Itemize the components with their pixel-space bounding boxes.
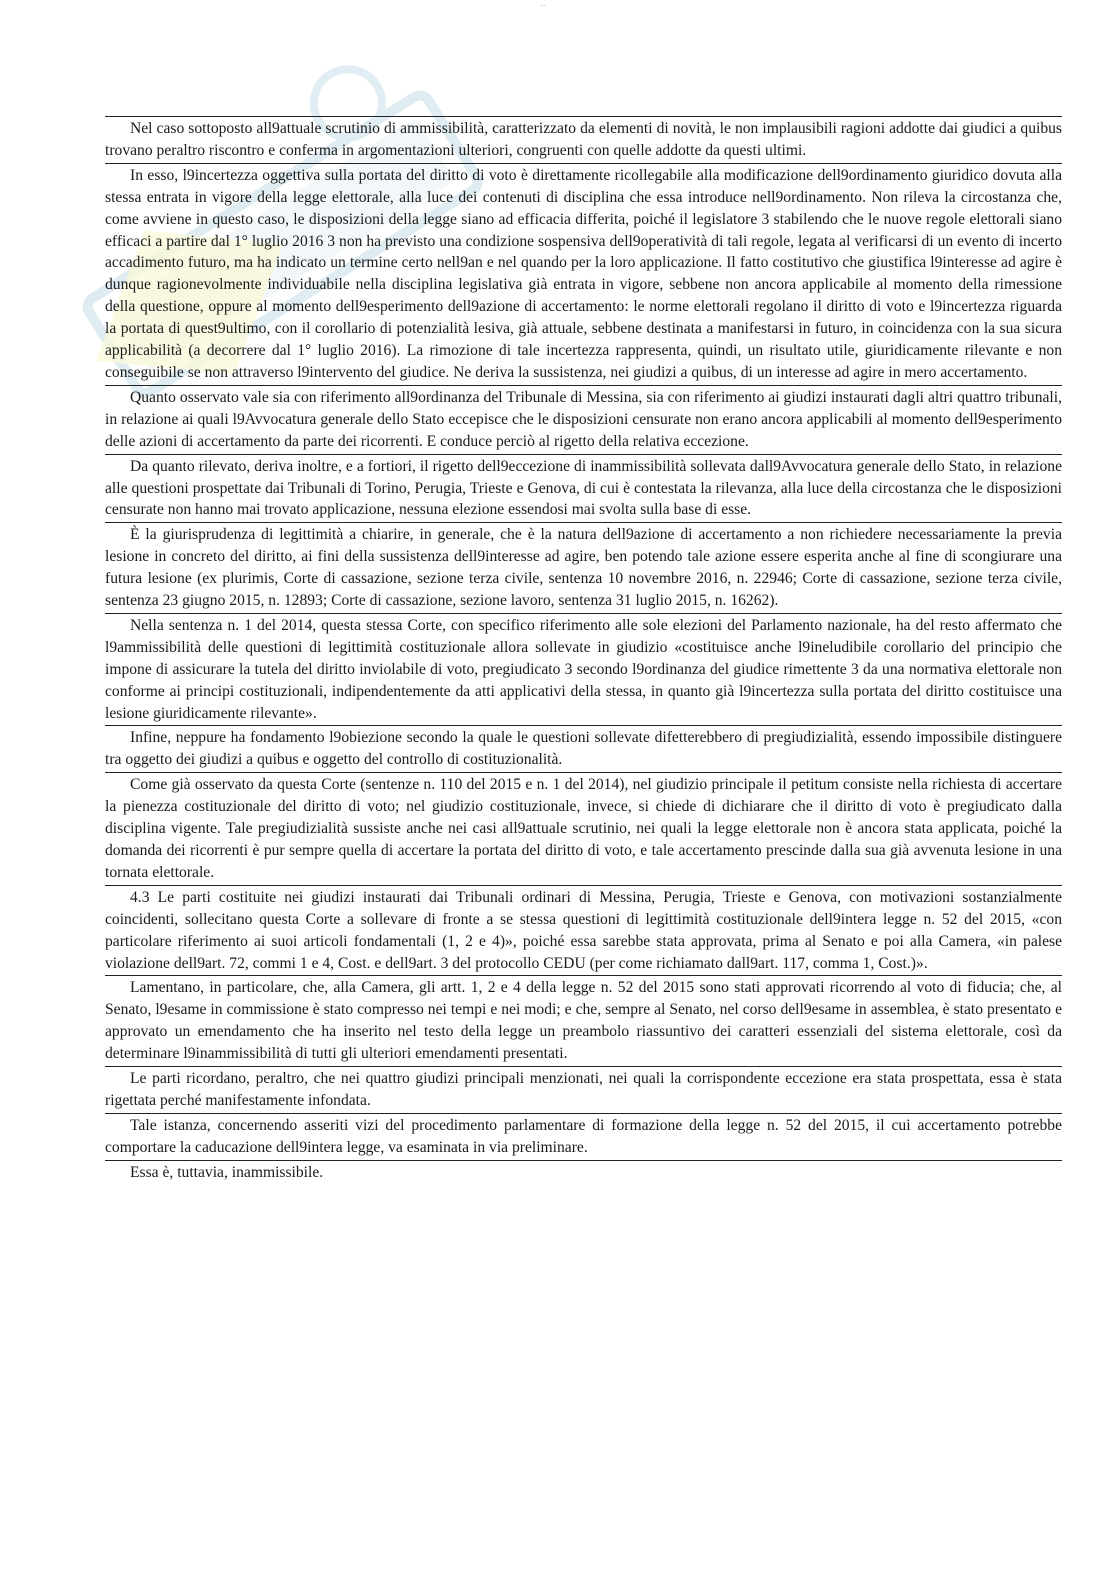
document-body — [105, 116, 1062, 1185]
paragraph: Le parti ricordano, peraltro, che nei quattro giudizi principali menzionati, nei quali la corrispondente eccezione era stata prospettata, essa è stata rigettata perché manifestamente infondata. — [105, 1066, 1062, 1113]
paragraph: Nella sentenza n. 1 del 2014, questa stessa Corte, con specifico riferimento alle sole elezioni del Parlamento nazionale, ha del resto affermato che l9ammissibilità delle questioni di legittimità costituzionale allora sollevate in giudizio «costituisce anche l9ineludibile corollario del principio che impone di assicurare la tutela del diritto inviolabile di voto, pregiudicato 3 secondo l9ordinanza del giudice rimettente 3 da una normativa elettorale non conforme ai principi costituzionali, indipendentemente da atti applicativi della stessa, in quanto già l9incertezza sulla portata del diritto costituisce una lesione giuridicamente rilevante». — [105, 613, 1062, 726]
paragraph: 4.3 Le parti costituite nei giudizi instaurati dai Tribunali ordinari di Messina, Perugia, Trieste e Genova, con motivazioni sostanzialmente coincidenti, sollecitano questa Corte a sollevare di fronte a se stessa questioni di legittimità costituzionale dell9intera legge n. 52 del 2015, «con particolare riferimento ai suoi articoli fondamentali (1, 2 e 4)», poiché essa sarebbe stata approvata, prima al Senato e poi alla Camera, «in palese violazione dell9art. 72, commi 1 e 4, Cost. e dell9art. 3 del protocollo CEDU (per come richiamato dall9art. 117, comma 1, Cost.)». — [105, 885, 1062, 976]
paragraph: In esso, l9incertezza oggettiva sulla portata del diritto di voto è direttamente ricollegabile alla modificazione dell9ordinamento giuridico dovuta alla stessa entrata in vigore della legge elettorale, alla luce dei contenuti di disciplina che essa introduce nell9ordinamento. Non rileva la circostanza che, come avviene in questo caso, le disposizioni della legge siano ad efficacia differita, poiché il legislatore 3 stabilendo che le nuove regole elettorali siano efficaci a partire dal 1° luglio 2016 3 non ha previsto una condizione sospensiva dell9operatività di tali regole, legata al verificarsi di un evento di incerto accadimento futuro, ma ha indicato un termine certo nell9an e nel quando per la loro applicazione. Il fatto costitutivo che giustifica l9interesse ad agire è dunque ragionevolmente individuabile nella disciplina legislativa già entrata in vigore, sebbene non ancora applicabile al momento della rimessione della questione, oppure al momento dell9esperimento dell9azione di accertamento: le norme elettorali regolano il diritto di voto e l9incertezza riguarda la portata di quest9ultimo, con il corollario di potenzialità lesiva, già attuale, sebbene destinata a manifestarsi in futuro, in coincidenza con la sua sicura applicabilità (a decorrere dal 1° luglio 2016). La rimozione di tale incertezza rappresenta, quindi, un risultato utile, giuridicamente rilevante e non conseguibile se non attraverso l9intervento del giudice. Ne deriva la sussistenza, nei giudizi a quibus, di un interesse ad agire in mero accertamento. — [105, 163, 1062, 385]
paragraph: Tale istanza, concernendo asseriti vizi del procedimento parlamentare di formazione della legge n. 52 del 2015, il cui accertamento potrebbe comportare la caducazione dell9intera legge, va esaminata in via preliminare. — [105, 1113, 1062, 1160]
paragraph: Essa è, tuttavia, inammissibile. — [105, 1160, 1062, 1185]
paragraph: Come già osservato da questa Corte (sentenze n. 110 del 2015 e n. 1 del 2014), nel giudizio principale il petitum consiste nella richiesta di accertare la pienezza costituzionale del diritto di voto; nel giudizio costituzionale, invece, si chiede di dichiarare che il diritto di voto è pregiudicato dalla disciplina vigente. Tale pregiudizialità sussiste anche nei casi all9attuale scrutinio, nei quali la legge elettorale non è ancora stata applicata, poiché la domanda dei ricorrenti è pur sempre quella di accertare la portata del diritto di voto, e tale accertamento prescinde dalla sua già avvenuta lesione in una tornata elettorale. — [105, 772, 1062, 885]
paragraph: Da quanto rilevato, deriva inoltre, e a fortiori, il rigetto dell9eccezione di inammissibilità sollevata dall9Avvocatura generale dello Stato, in relazione alle questioni prospettate dai Tribunali di Torino, Perugia, Trieste e Genova, di cui è contestata la rilevanza, alla luce della circostanza che le disposizioni censurate non hanno mai trovato applicazione, nessuna elezione essendosi mai svolta sulla base di esse. — [105, 454, 1062, 523]
paragraph: Quanto osservato vale sia con riferimento all9ordinanza del Tribunale di Messina, sia con riferimento ai giudizi instaurati dagli altri quattro tribunali, in relazione ai quali l9Avvocatura generale dello Stato eccepisce che le disposizioni censurate non erano ancora applicabili al momento dell9esperimento delle azioni di accertamento da parte dei ricorrenti. E conduce perciò al rigetto della relativa eccezione. — [105, 385, 1062, 454]
paragraph: È la giurisprudenza di legittimità a chiarire, in generale, che è la natura dell9azione di accertamento a non richiedere necessariamente la previa lesione in concreto del diritto, ai fini della sussistenza dell9interesse ad agire, ben potendo tale azione essere esperita anche al fine di scongiurare una futura lesione (ex plurimis, Corte di cassazione, sezione terza civile, sentenza 10 novembre 2016, n. 22946; Corte di cassazione, sezione terza civile, sentenza 23 giugno 2015, n. 12893; Corte di cassazione, sezione lavoro, sentenza 31 luglio 2015, n. 16262). — [105, 522, 1062, 613]
page-header-mark: ... — [540, 0, 546, 8]
paragraph: Nel caso sottoposto all9attuale scrutinio di ammissibilità, caratterizzato da elementi di novità, le non implausibili ragioni addotte dai giudici a quibus trovano peraltro riscontro e conferma in argomentazioni ulteriori, congruenti con quelle addotte da questi ultimi. — [105, 116, 1062, 163]
paragraph: Lamentano, in particolare, che, alla Camera, gli artt. 1, 2 e 4 della legge n. 52 del 2015 sono stati approvati ricorrendo al voto di fiducia; che, al Senato, l9esame in commissione è stato compresso nei tempi e nei modi; e che, sempre al Senato, nel corso dell9esame in assemblea, è stato presentato e approvato un emendamento che ha inserito nel testo della legge un preambolo riassuntivo dei caratteri essenziali del sistema elettorale, così da determinare l9inammissibilità di tutti gli ulteriori emendamenti presentati. — [105, 975, 1062, 1066]
paragraph: Infine, neppure ha fondamento l9obiezione secondo la quale le questioni sollevate difetterebbero di pregiudizialità, essendo impossibile distinguere tra oggetto dei giudizi a quibus e oggetto del controllo di costituzionalità. — [105, 725, 1062, 772]
